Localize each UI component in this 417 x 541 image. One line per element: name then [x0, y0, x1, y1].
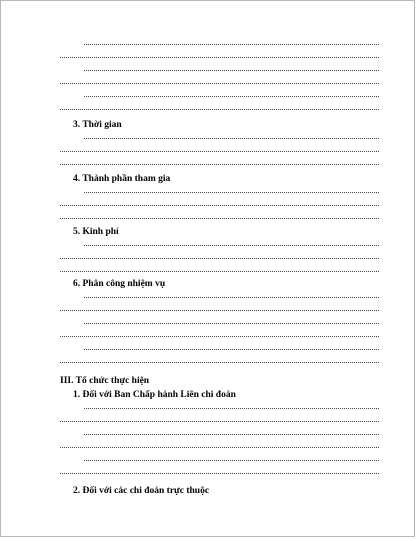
fill-line — [84, 460, 379, 461]
fill-line — [84, 245, 379, 246]
fill-line — [84, 44, 379, 45]
fill-line — [60, 83, 379, 84]
section-heading-participants: 4. Thành phần tham gia — [73, 174, 171, 184]
section-heading-organization: III. Tổ chức thực hiện — [60, 376, 150, 386]
section-heading-branches: 2. Đối với các chi đoàn trực thuộc — [73, 486, 210, 496]
fill-line — [84, 434, 379, 435]
fill-line — [60, 447, 379, 448]
fill-line — [84, 138, 379, 139]
section-heading-budget: 5. Kinh phí — [73, 227, 119, 237]
fill-line — [60, 310, 379, 311]
fill-line — [84, 323, 379, 324]
fill-line — [60, 362, 379, 363]
fill-line — [60, 109, 379, 110]
section-heading-time: 3. Thời gian — [73, 120, 122, 130]
fill-line — [60, 336, 379, 337]
section-heading-exec-committee: 1. Đối với Ban Chấp hành Liên chi đoàn — [73, 390, 236, 400]
fill-line — [84, 408, 379, 409]
section-heading-assignment: 6. Phân công nhiệm vụ — [73, 279, 166, 289]
fill-line — [60, 473, 379, 474]
fill-line — [60, 421, 379, 422]
fill-line — [84, 297, 379, 298]
fill-line — [60, 57, 379, 58]
fill-line — [60, 218, 379, 219]
fill-line — [60, 151, 379, 152]
fill-line — [84, 192, 379, 193]
fill-line — [84, 96, 379, 97]
fill-line — [60, 164, 379, 165]
fill-line — [84, 349, 379, 350]
fill-line — [60, 271, 379, 272]
fill-line — [60, 205, 379, 206]
fill-line — [60, 258, 379, 259]
fill-line — [84, 70, 379, 71]
